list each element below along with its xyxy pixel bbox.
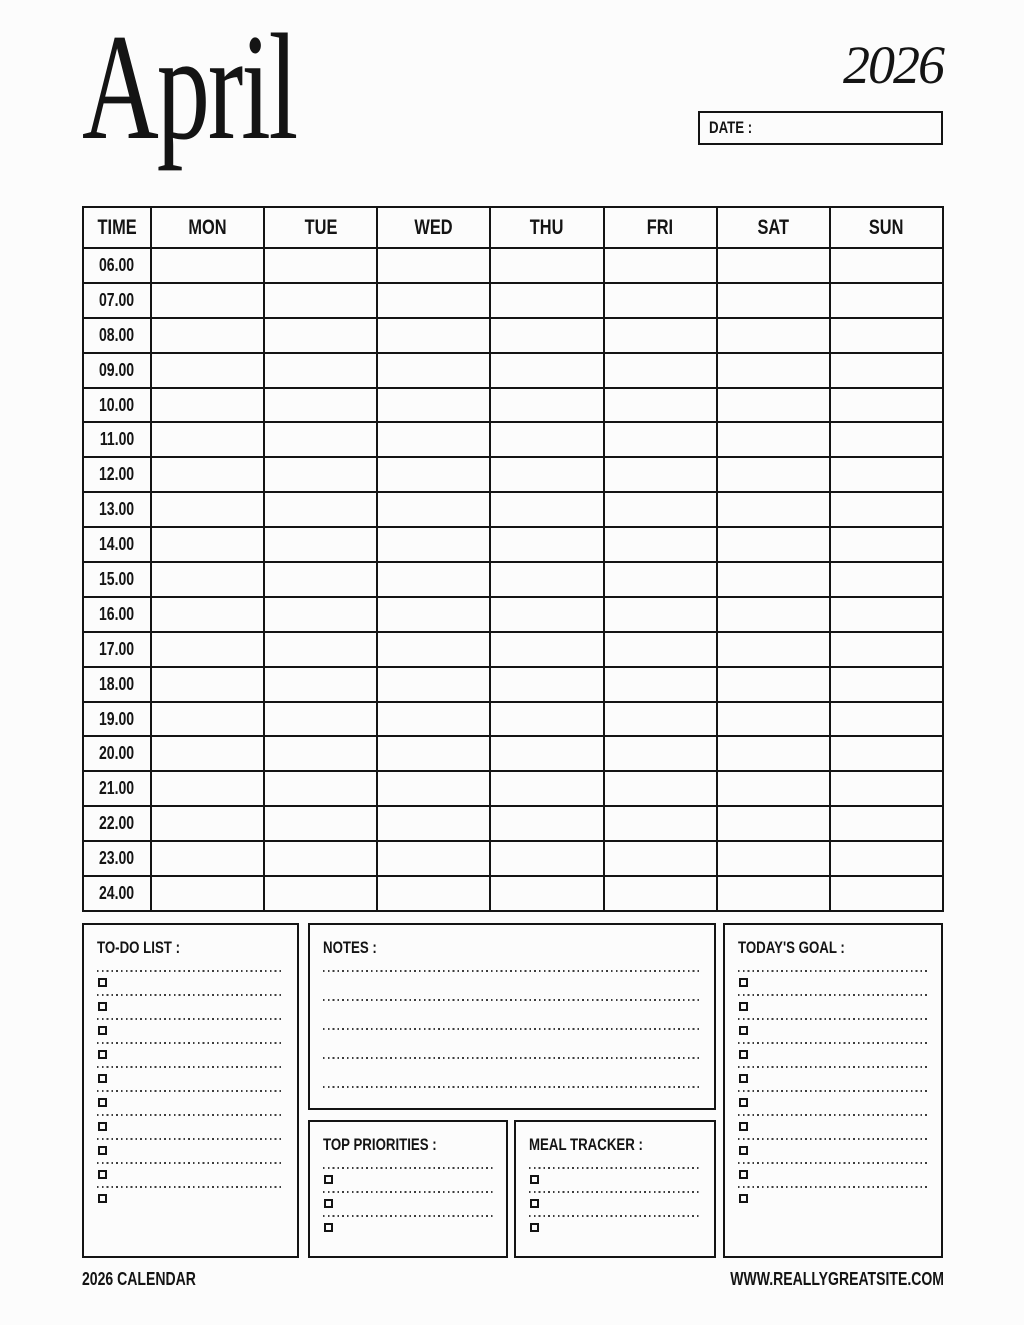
schedule-cell-sun-22.00[interactable] — [830, 806, 943, 841]
schedule-cell-fri-23.00[interactable] — [604, 841, 717, 876]
dotted-writing-line[interactable] — [738, 970, 928, 972]
dotted-writing-line[interactable] — [97, 1066, 284, 1068]
schedule-cell-tue-07.00[interactable] — [264, 283, 377, 318]
todays-goal-panel — [723, 923, 943, 1258]
checkbox[interactable] — [739, 1122, 748, 1131]
schedule-cell-tue-09.00[interactable] — [264, 353, 377, 388]
time-label — [83, 527, 151, 562]
schedule-cell-sat-22.00[interactable] — [717, 806, 830, 841]
schedule-cell-sat-08.00[interactable] — [717, 318, 830, 353]
notes-title: NOTES : — [323, 938, 377, 957]
schedule-cell-mon-11.00[interactable] — [151, 422, 264, 457]
schedule-row — [83, 248, 943, 283]
schedule-cell-tue-13.00[interactable] — [264, 492, 377, 527]
schedule-cell-thu-21.00[interactable] — [490, 771, 603, 806]
time-label — [83, 283, 151, 318]
schedule-cell-wed-09.00[interactable] — [377, 353, 490, 388]
schedule-cell-wed-20.00[interactable] — [377, 736, 490, 771]
schedule-cell-sun-11.00[interactable] — [830, 422, 943, 457]
schedule-cell-mon-08.00[interactable] — [151, 318, 264, 353]
schedule-cell-sun-06.00[interactable] — [830, 248, 943, 283]
todays-goal-checklist — [738, 970, 928, 1203]
schedule-row — [83, 562, 943, 597]
schedule-cell-thu-12.00[interactable] — [490, 457, 603, 492]
checkbox[interactable] — [739, 1026, 748, 1035]
schedule-row — [83, 702, 943, 737]
schedule-cell-mon-16.00[interactable] — [151, 597, 264, 632]
schedule-cell-mon-23.00[interactable] — [151, 841, 264, 876]
priorities-title: TOP PRIORITIES : — [323, 1135, 437, 1154]
dotted-writing-line[interactable] — [97, 970, 284, 972]
schedule-row — [83, 318, 943, 353]
checkbox[interactable] — [98, 1122, 107, 1131]
day-header-text: WED — [414, 215, 453, 239]
todo-panel — [82, 923, 299, 1258]
meal-tracker-checklist — [529, 1167, 701, 1232]
schedule-cell-mon-20.00[interactable] — [151, 736, 264, 771]
time-label — [83, 841, 151, 876]
schedule-table — [82, 206, 944, 912]
checkbox[interactable] — [739, 1146, 748, 1155]
schedule-cell-fri-16.00[interactable] — [604, 597, 717, 632]
time-label — [83, 353, 151, 388]
schedule-cell-sat-19.00[interactable] — [717, 702, 830, 737]
schedule-cell-fri-19.00[interactable] — [604, 702, 717, 737]
time-label — [83, 702, 151, 737]
checkbox[interactable] — [739, 978, 748, 987]
schedule-cell-sun-09.00[interactable] — [830, 353, 943, 388]
schedule-row — [83, 492, 943, 527]
time-label-text: 07.00 — [99, 289, 135, 310]
schedule-cell-sat-24.00[interactable] — [717, 876, 830, 911]
schedule-row — [83, 841, 943, 876]
schedule-cell-tue-20.00[interactable] — [264, 736, 377, 771]
schedule-cell-fri-13.00[interactable] — [604, 492, 717, 527]
dotted-writing-line[interactable] — [97, 1018, 284, 1020]
schedule-cell-sun-19.00[interactable] — [830, 702, 943, 737]
checkbox[interactable] — [739, 1002, 748, 1011]
schedule-cell-sat-18.00[interactable] — [717, 667, 830, 702]
dotted-writing-line[interactable] — [738, 1018, 928, 1020]
schedule-cell-fri-07.00[interactable] — [604, 283, 717, 318]
dotted-writing-line[interactable] — [97, 1138, 284, 1140]
time-label-text: 24.00 — [99, 882, 135, 903]
schedule-cell-mon-12.00[interactable] — [151, 457, 264, 492]
time-label — [83, 806, 151, 841]
schedule-cell-tue-16.00[interactable] — [264, 597, 377, 632]
schedule-cell-wed-06.00[interactable] — [377, 248, 490, 283]
schedule-row — [83, 667, 943, 702]
checkbox[interactable] — [98, 1098, 107, 1107]
schedule-cell-thu-15.00[interactable] — [490, 562, 603, 597]
schedule-row — [83, 736, 943, 771]
schedule-cell-tue-24.00[interactable] — [264, 876, 377, 911]
checkbox[interactable] — [98, 1002, 107, 1011]
dotted-writing-line[interactable] — [738, 1090, 928, 1092]
schedule-cell-mon-21.00[interactable] — [151, 771, 264, 806]
dotted-writing-line[interactable] — [323, 1191, 493, 1193]
schedule-cell-sat-17.00[interactable] — [717, 632, 830, 667]
dotted-writing-line[interactable] — [738, 1162, 928, 1164]
checkbox[interactable] — [530, 1199, 539, 1208]
dotted-writing-line[interactable] — [97, 994, 284, 996]
schedule-cell-thu-08.00[interactable] — [490, 318, 603, 353]
dotted-writing-line[interactable] — [323, 1086, 701, 1088]
time-label — [83, 388, 151, 423]
time-label — [83, 422, 151, 457]
schedule-cell-thu-07.00[interactable] — [490, 283, 603, 318]
schedule-cell-sun-13.00[interactable] — [830, 492, 943, 527]
schedule-cell-thu-22.00[interactable] — [490, 806, 603, 841]
time-label-text: 20.00 — [99, 743, 135, 764]
schedule-cell-mon-24.00[interactable] — [151, 876, 264, 911]
notes-lines — [323, 970, 701, 1088]
dotted-writing-line[interactable] — [738, 1042, 928, 1044]
schedule-row — [83, 527, 943, 562]
todo-title: TO-DO LIST : — [97, 938, 180, 957]
schedule-cell-thu-16.00[interactable] — [490, 597, 603, 632]
dotted-writing-line[interactable] — [738, 1138, 928, 1140]
schedule-cell-sat-13.00[interactable] — [717, 492, 830, 527]
time-label — [83, 492, 151, 527]
dotted-writing-line[interactable] — [323, 1057, 701, 1059]
schedule-row — [83, 876, 943, 911]
schedule-cell-sun-07.00[interactable] — [830, 283, 943, 318]
schedule-cell-tue-11.00[interactable] — [264, 422, 377, 457]
time-label-text: 23.00 — [99, 848, 135, 869]
schedule-cell-sat-07.00[interactable] — [717, 283, 830, 318]
schedule-cell-tue-10.00[interactable] — [264, 388, 377, 423]
time-label-text: 13.00 — [99, 499, 135, 520]
schedule-cell-fri-09.00[interactable] — [604, 353, 717, 388]
schedule-cell-fri-06.00[interactable] — [604, 248, 717, 283]
dotted-writing-line[interactable] — [738, 1186, 928, 1188]
time-label-text: 14.00 — [99, 534, 135, 555]
dotted-writing-line[interactable] — [529, 1215, 701, 1217]
schedule-cell-fri-11.00[interactable] — [604, 422, 717, 457]
schedule-cell-mon-19.00[interactable] — [151, 702, 264, 737]
date-input-area[interactable] — [764, 113, 941, 143]
schedule-cell-tue-22.00[interactable] — [264, 806, 377, 841]
time-label — [83, 632, 151, 667]
time-label — [83, 736, 151, 771]
schedule-cell-fri-22.00[interactable] — [604, 806, 717, 841]
schedule-cell-sat-15.00[interactable] — [717, 562, 830, 597]
date-field — [698, 111, 943, 145]
schedule-row — [83, 806, 943, 841]
schedule-cell-thu-17.00[interactable] — [490, 632, 603, 667]
schedule-cell-thu-06.00[interactable] — [490, 248, 603, 283]
schedule-cell-sat-09.00[interactable] — [717, 353, 830, 388]
checkbox[interactable] — [98, 978, 107, 987]
schedule-cell-tue-23.00[interactable] — [264, 841, 377, 876]
schedule-cell-wed-12.00[interactable] — [377, 457, 490, 492]
time-label — [83, 562, 151, 597]
time-label-text: 08.00 — [99, 324, 135, 345]
schedule-cell-tue-08.00[interactable] — [264, 318, 377, 353]
schedule-cell-wed-08.00[interactable] — [377, 318, 490, 353]
schedule-cell-tue-17.00[interactable] — [264, 632, 377, 667]
time-label-text: 10.00 — [99, 394, 135, 415]
checkbox[interactable] — [324, 1175, 333, 1184]
schedule-cell-sun-24.00[interactable] — [830, 876, 943, 911]
checkbox[interactable] — [324, 1199, 333, 1208]
time-label — [83, 876, 151, 911]
checkbox[interactable] — [98, 1146, 107, 1155]
schedule-cell-mon-07.00[interactable] — [151, 283, 264, 318]
schedule-cell-wed-18.00[interactable] — [377, 667, 490, 702]
checkbox[interactable] — [739, 1050, 748, 1059]
schedule-cell-sat-21.00[interactable] — [717, 771, 830, 806]
dotted-writing-line[interactable] — [323, 1167, 493, 1169]
schedule-cell-thu-23.00[interactable] — [490, 841, 603, 876]
schedule-cell-tue-19.00[interactable] — [264, 702, 377, 737]
schedule-cell-sat-23.00[interactable] — [717, 841, 830, 876]
schedule-cell-tue-15.00[interactable] — [264, 562, 377, 597]
schedule-cell-thu-14.00[interactable] — [490, 527, 603, 562]
notes-panel — [308, 923, 716, 1110]
schedule-cell-tue-21.00[interactable] — [264, 771, 377, 806]
checkbox[interactable] — [739, 1170, 748, 1179]
schedule-cell-tue-12.00[interactable] — [264, 457, 377, 492]
schedule-row — [83, 353, 943, 388]
schedule-row — [83, 632, 943, 667]
schedule-cell-fri-10.00[interactable] — [604, 388, 717, 423]
schedule-cell-sun-23.00[interactable] — [830, 841, 943, 876]
meal-tracker-title: MEAL TRACKER : — [529, 1135, 643, 1154]
year-label: 2026 — [843, 35, 943, 95]
dotted-writing-line[interactable] — [97, 1090, 284, 1092]
dotted-writing-line[interactable] — [323, 1028, 701, 1030]
checkbox[interactable] — [739, 1074, 748, 1083]
day-header-text: FRI — [646, 215, 674, 239]
dotted-writing-line[interactable] — [529, 1191, 701, 1193]
checkbox[interactable] — [739, 1194, 748, 1203]
schedule-row — [83, 771, 943, 806]
schedule-cell-thu-18.00[interactable] — [490, 667, 603, 702]
schedule-cell-tue-06.00[interactable] — [264, 248, 377, 283]
time-label-text: 15.00 — [99, 568, 135, 589]
dotted-writing-line[interactable] — [97, 1042, 284, 1044]
checkbox[interactable] — [324, 1223, 333, 1232]
schedule-cell-mon-17.00[interactable] — [151, 632, 264, 667]
day-column-header-sat — [717, 207, 830, 248]
schedule-cell-wed-17.00[interactable] — [377, 632, 490, 667]
schedule-row — [83, 597, 943, 632]
schedule-cell-wed-07.00[interactable] — [377, 283, 490, 318]
schedule-cell-mon-09.00[interactable] — [151, 353, 264, 388]
todo-checklist — [97, 970, 284, 1203]
day-header-text: SUN — [869, 215, 904, 239]
dotted-writing-line[interactable] — [97, 1114, 284, 1116]
schedule-cell-mon-15.00[interactable] — [151, 562, 264, 597]
dotted-writing-line[interactable] — [738, 994, 928, 996]
schedule-cell-wed-21.00[interactable] — [377, 771, 490, 806]
dotted-writing-line[interactable] — [738, 1066, 928, 1068]
day-header-text: TUE — [304, 215, 338, 239]
schedule-cell-wed-22.00[interactable] — [377, 806, 490, 841]
schedule-cell-thu-24.00[interactable] — [490, 876, 603, 911]
schedule-cell-mon-06.00[interactable] — [151, 248, 264, 283]
time-column-header — [83, 207, 151, 248]
todays-goal-title: TODAY'S GOAL : — [738, 938, 845, 957]
time-label — [83, 667, 151, 702]
schedule-cell-wed-14.00[interactable] — [377, 527, 490, 562]
time-label-text: 16.00 — [99, 603, 135, 624]
time-label-text: 19.00 — [99, 708, 135, 729]
schedule-cell-mon-13.00[interactable] — [151, 492, 264, 527]
time-label-text: 17.00 — [99, 638, 135, 659]
day-column-header-sun — [830, 207, 943, 248]
day-header-text: MON — [188, 215, 227, 239]
checkbox[interactable] — [530, 1175, 539, 1184]
schedule-cell-tue-18.00[interactable] — [264, 667, 377, 702]
schedule-cell-fri-08.00[interactable] — [604, 318, 717, 353]
schedule-cell-fri-17.00[interactable] — [604, 632, 717, 667]
footer-calendar-label: 2026 CALENDAR — [82, 1269, 196, 1289]
day-column-header-wed — [377, 207, 490, 248]
schedule-cell-fri-14.00[interactable] — [604, 527, 717, 562]
schedule-cell-sat-20.00[interactable] — [717, 736, 830, 771]
schedule-row — [83, 457, 943, 492]
time-label-text: 18.00 — [99, 673, 135, 694]
schedule-row — [83, 388, 943, 423]
schedule-cell-thu-20.00[interactable] — [490, 736, 603, 771]
checkbox[interactable] — [98, 1170, 107, 1179]
time-label-text: 22.00 — [99, 813, 135, 834]
schedule-cell-sun-17.00[interactable] — [830, 632, 943, 667]
schedule-cell-fri-20.00[interactable] — [604, 736, 717, 771]
schedule-cell-sat-14.00[interactable] — [717, 527, 830, 562]
date-label: DATE : — [709, 118, 753, 137]
schedule-cell-thu-19.00[interactable] — [490, 702, 603, 737]
time-label-text: 12.00 — [99, 464, 135, 485]
schedule-cell-wed-13.00[interactable] — [377, 492, 490, 527]
priorities-checklist — [323, 1167, 493, 1232]
footer-website-url: WWW.REALLYGREATSITE.COM — [730, 1269, 944, 1289]
schedule-cell-sun-08.00[interactable] — [830, 318, 943, 353]
day-column-header-thu — [490, 207, 603, 248]
meal-tracker-panel — [514, 1120, 716, 1258]
schedule-cell-sat-06.00[interactable] — [717, 248, 830, 283]
day-header-text: THU — [530, 215, 564, 239]
time-label — [83, 318, 151, 353]
schedule-cell-sun-15.00[interactable] — [830, 562, 943, 597]
month-title — [82, 3, 388, 171]
schedule-cell-sun-16.00[interactable] — [830, 597, 943, 632]
schedule-cell-mon-18.00[interactable] — [151, 667, 264, 702]
dotted-writing-line[interactable] — [97, 1162, 284, 1164]
schedule-cell-sun-21.00[interactable] — [830, 771, 943, 806]
dotted-writing-line[interactable] — [323, 970, 701, 972]
checkbox[interactable] — [98, 1050, 107, 1059]
time-label — [83, 248, 151, 283]
time-label-text: 11.00 — [99, 429, 135, 450]
checkbox[interactable] — [530, 1223, 539, 1232]
dotted-writing-line[interactable] — [323, 999, 701, 1001]
schedule-cell-wed-23.00[interactable] — [377, 841, 490, 876]
schedule-body — [83, 248, 943, 911]
schedule-cell-sat-10.00[interactable] — [717, 388, 830, 423]
schedule-cell-fri-21.00[interactable] — [604, 771, 717, 806]
dotted-writing-line[interactable] — [738, 1114, 928, 1116]
schedule-cell-sun-20.00[interactable] — [830, 736, 943, 771]
month-title-text: April — [82, 3, 297, 171]
schedule-header — [83, 207, 943, 248]
day-column-header-fri — [604, 207, 717, 248]
schedule-cell-fri-24.00[interactable] — [604, 876, 717, 911]
schedule-cell-sat-12.00[interactable] — [717, 457, 830, 492]
time-label-text: 06.00 — [99, 254, 135, 275]
schedule-cell-fri-18.00[interactable] — [604, 667, 717, 702]
time-label-text: 21.00 — [99, 778, 135, 799]
schedule-cell-sun-14.00[interactable] — [830, 527, 943, 562]
checkbox[interactable] — [98, 1026, 107, 1035]
schedule-cell-sat-16.00[interactable] — [717, 597, 830, 632]
dotted-writing-line[interactable] — [323, 1215, 493, 1217]
day-column-header-tue — [264, 207, 377, 248]
time-label-text: 09.00 — [99, 359, 135, 380]
schedule-cell-thu-11.00[interactable] — [490, 422, 603, 457]
schedule-cell-wed-15.00[interactable] — [377, 562, 490, 597]
schedule-cell-sat-11.00[interactable] — [717, 422, 830, 457]
schedule-cell-wed-10.00[interactable] — [377, 388, 490, 423]
schedule-cell-fri-15.00[interactable] — [604, 562, 717, 597]
schedule-cell-sun-18.00[interactable] — [830, 667, 943, 702]
checkbox[interactable] — [98, 1194, 107, 1203]
schedule-cell-mon-14.00[interactable] — [151, 527, 264, 562]
day-header-text: SAT — [757, 215, 790, 239]
schedule-cell-wed-19.00[interactable] — [377, 702, 490, 737]
day-column-header-mon — [151, 207, 264, 248]
priorities-panel — [308, 1120, 508, 1258]
schedule-cell-wed-16.00[interactable] — [377, 597, 490, 632]
schedule-cell-fri-12.00[interactable] — [604, 457, 717, 492]
schedule-cell-wed-11.00[interactable] — [377, 422, 490, 457]
schedule-cell-thu-13.00[interactable] — [490, 492, 603, 527]
time-label — [83, 771, 151, 806]
time-label — [83, 457, 151, 492]
dotted-writing-line[interactable] — [97, 1186, 284, 1188]
checkbox[interactable] — [98, 1074, 107, 1083]
time-column-header-text: TIME — [97, 215, 137, 239]
schedule-row — [83, 422, 943, 457]
schedule-row — [83, 283, 943, 318]
schedule-cell-tue-14.00[interactable] — [264, 527, 377, 562]
schedule-cell-mon-22.00[interactable] — [151, 806, 264, 841]
checkbox[interactable] — [739, 1098, 748, 1107]
schedule-cell-mon-10.00[interactable] — [151, 388, 264, 423]
time-label — [83, 597, 151, 632]
schedule-cell-wed-24.00[interactable] — [377, 876, 490, 911]
schedule-header-row — [83, 207, 943, 248]
schedule-cell-thu-09.00[interactable] — [490, 353, 603, 388]
dotted-writing-line[interactable] — [529, 1167, 701, 1169]
schedule-cell-sun-10.00[interactable] — [830, 388, 943, 423]
schedule-cell-thu-10.00[interactable] — [490, 388, 603, 423]
schedule-cell-sun-12.00[interactable] — [830, 457, 943, 492]
